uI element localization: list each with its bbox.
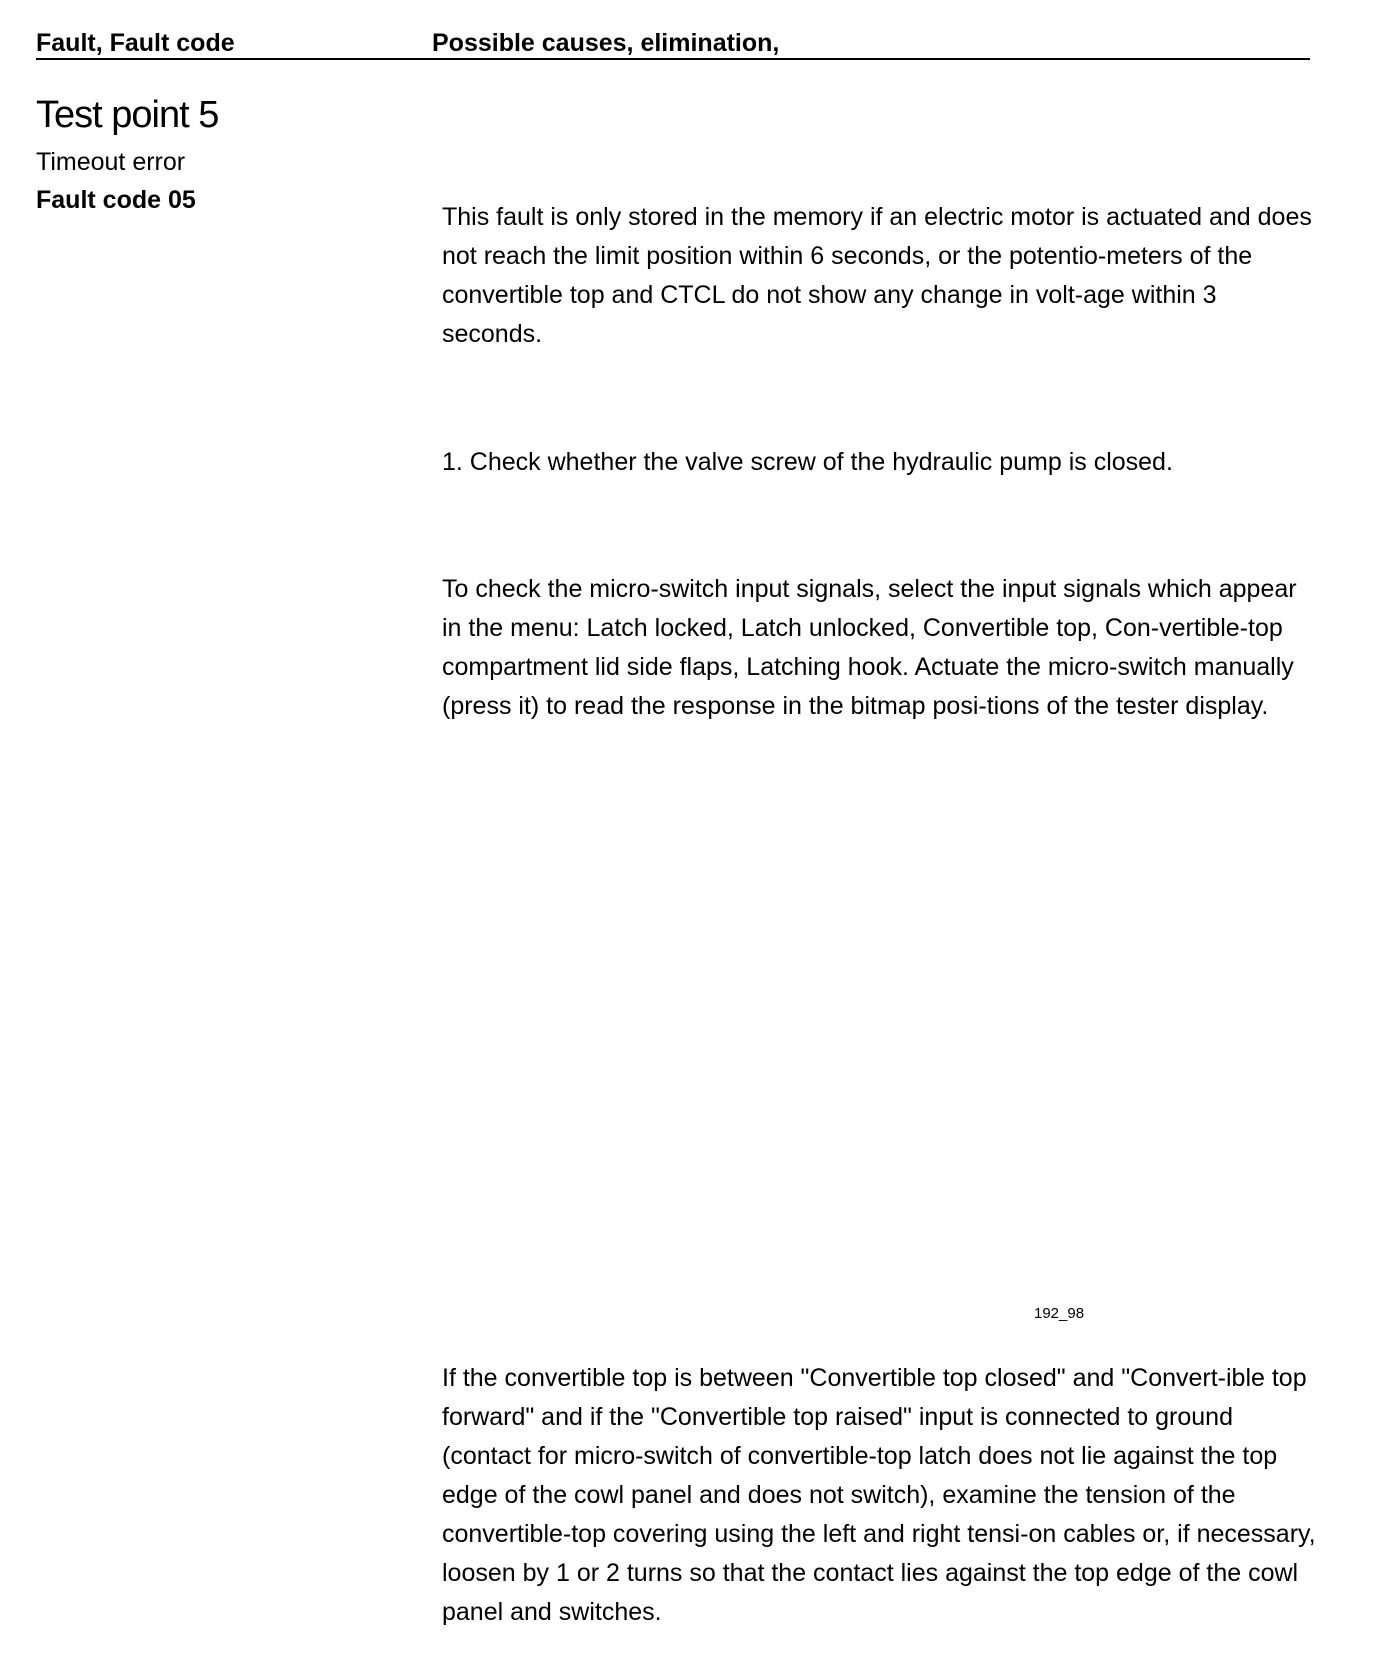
paragraph-tension-check: If the convertible top is between "Convertible top closed" and "Convert-ible top forward" and if the "Convertible top raised" input is connected to ground (contact for micro-switch of convertible-top latch does not lie against the top edge of the cowl panel and does not switch), examine the tension of the convertible-top covering using the left and right tensi-on cables or, if necessary, loosen by 1 or 2 turns so that the contact lies against the top edge of the cowl panel and switches. bbox=[442, 1364, 1316, 1626]
paragraph-check-valve: 1. Check whether the valve screw of the hydraulic pump is closed. bbox=[442, 448, 1173, 476]
page-header bbox=[36, 28, 1310, 60]
figure-id: 192_98 bbox=[1034, 1305, 1085, 1322]
error-type: Timeout error bbox=[36, 148, 186, 176]
paragraph-fault-description: This fault is only stored in the memory if an electric motor is actuated and does not reach the limit position within 6 seconds, or the potentio-meters of the convertible top and CTCL do not show any change in volt-age within 3 seconds. bbox=[442, 203, 1312, 348]
header-fault-code-label: Fault, Fault code bbox=[36, 29, 235, 57]
fault-code: Fault code 05 bbox=[36, 186, 196, 214]
header-causes-label: Possible causes, elimination, bbox=[432, 29, 780, 57]
paragraph-micro-switch: To check the micro-switch input signals, select the input signals which appear in the menu: Latch locked, Latch unlocked, Convertible top, Con-vertible-top compartment lid side flaps, Latching hook. Actuate the micro-switch manually (press it) to read the response in the bitmap posi-tions of the tester display. bbox=[442, 575, 1297, 720]
figure-area bbox=[442, 800, 1302, 1320]
test-point-title: Test point 5 bbox=[36, 94, 219, 136]
